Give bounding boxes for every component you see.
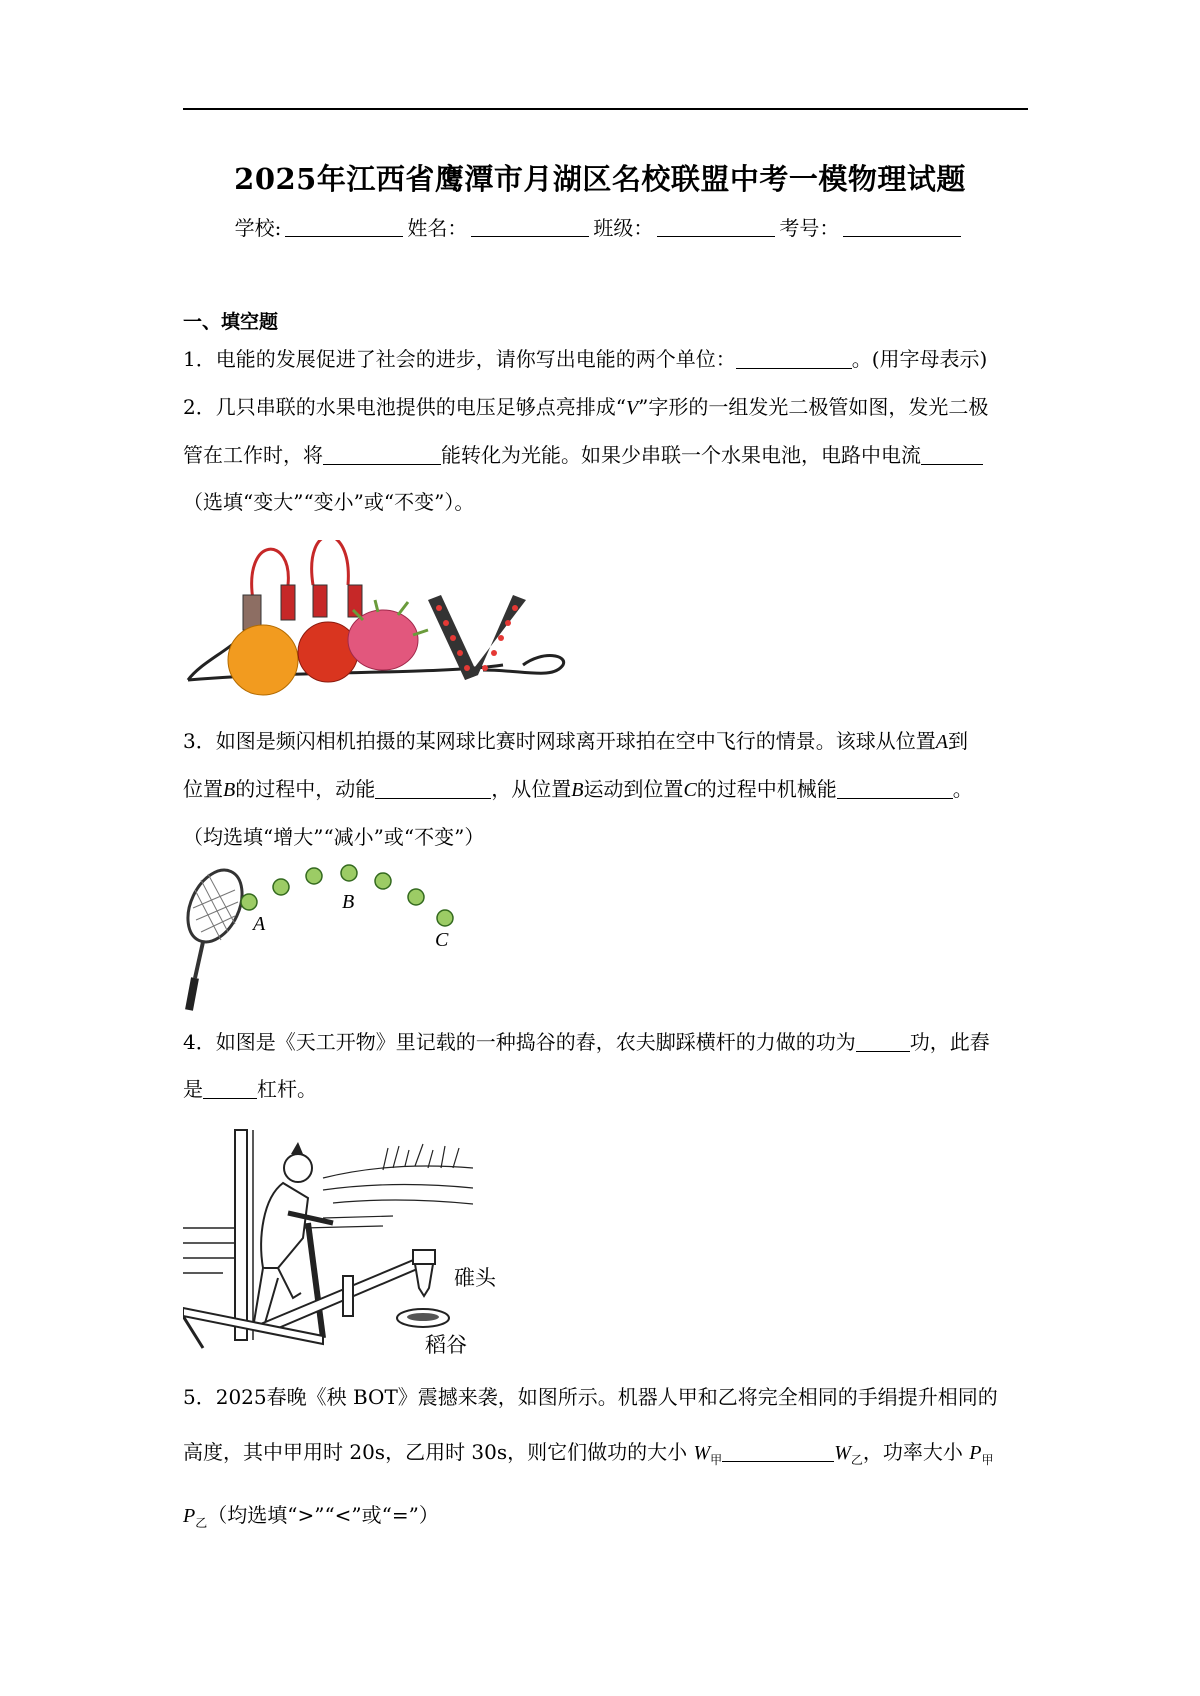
q2-blank-2[interactable] xyxy=(921,442,983,465)
q4-text-d: 杠杆。 xyxy=(257,1077,317,1101)
q3-text-i: （均选填“增大”“减小”或“不变”） xyxy=(183,825,485,849)
q3-text-g: 的过程中机械能 xyxy=(696,777,837,801)
q5-var-p-yi: P xyxy=(183,1505,196,1527)
q5-blank-1[interactable] xyxy=(722,1439,834,1462)
q4-blank-2[interactable] xyxy=(203,1076,257,1099)
q5-line-3 xyxy=(183,1488,1033,1551)
q4-text-a: 4．如图是《天工开物》里记载的一种捣谷的舂，农夫脚踩横杆的力做的功为 xyxy=(183,1030,856,1054)
question-3 xyxy=(183,718,1033,861)
q4-blank-1[interactable] xyxy=(856,1029,910,1052)
grain-mortar-figure xyxy=(183,1128,473,1358)
tennis-flight-figure xyxy=(183,860,463,1015)
q5-sub-jia: 甲 xyxy=(710,1453,723,1467)
q4-text-c: 是 xyxy=(183,1077,203,1101)
q2-text-d: 能转化为光能。如果少串联一个水果电池，电路中电流 xyxy=(441,443,921,467)
q5-text-c: ，功率大小 xyxy=(862,1440,970,1464)
question-4 xyxy=(183,1019,1033,1113)
q3-var-b2: B xyxy=(571,779,584,801)
school-blank[interactable] xyxy=(285,216,403,237)
name-blank[interactable] xyxy=(471,216,589,237)
q2-text-c: 管在工作时，将 xyxy=(183,443,323,467)
question-2 xyxy=(183,384,1033,526)
q1-text-end: 。(用字母表示) xyxy=(851,347,988,371)
q5-text-d: （均选填“>”“<”或“=”） xyxy=(207,1503,439,1527)
q2-text-a: 2．几只串联的水果电池提供的电压足够点亮排成“ xyxy=(183,395,626,419)
top-rule xyxy=(183,108,1028,110)
q2-line-1 xyxy=(183,384,1033,432)
q5-sub-jia2: 甲 xyxy=(981,1453,994,1467)
q3-blank-1[interactable] xyxy=(375,776,491,799)
q3-text-c: 位置 xyxy=(183,777,223,801)
q5-var-w-yi: W xyxy=(834,1442,851,1464)
question-1 xyxy=(183,336,1033,383)
q3-line-2 xyxy=(183,766,1033,814)
q5-var-p-jia: P xyxy=(969,1442,982,1464)
q3-text-h: 。 xyxy=(952,777,973,801)
exam-no-label: 考号： xyxy=(779,216,840,240)
q2-line-2 xyxy=(183,432,1033,479)
pestle-head-label: 碓头 xyxy=(454,1266,496,1290)
q3-line-1 xyxy=(183,718,1033,766)
q2-text-e: （选填“变大”“变小”或“不变”）。 xyxy=(183,490,475,514)
q2-line-3 xyxy=(183,479,1033,526)
q5-line-1 xyxy=(183,1370,1033,1425)
class-blank[interactable] xyxy=(657,216,775,237)
tennis-label-c: C xyxy=(435,929,449,951)
q1-text: 1．电能的发展促进了社会的进步，请你写出电能的两个单位： xyxy=(183,347,736,371)
q3-text-d: 的过程中，动能 xyxy=(235,777,376,801)
q3-var-b: B xyxy=(223,779,236,801)
q3-blank-2[interactable] xyxy=(837,776,953,799)
class-label: 班级： xyxy=(593,216,654,240)
q3-text-e: ，从位置 xyxy=(491,777,572,801)
q2-blank-1[interactable] xyxy=(323,442,441,465)
tennis-label-a: A xyxy=(253,913,266,935)
exam-no-blank[interactable] xyxy=(843,216,961,237)
q4-line-2 xyxy=(183,1066,1033,1113)
name-label: 姓名： xyxy=(407,216,468,240)
grain-label: 稻谷 xyxy=(425,1333,467,1357)
question-5 xyxy=(183,1370,1033,1551)
q5-var-w-jia: W xyxy=(693,1442,711,1464)
q5-sub-yi: 乙 xyxy=(850,1453,863,1467)
q5-sub-yi2: 乙 xyxy=(195,1516,208,1530)
q5-line-2 xyxy=(183,1425,1033,1488)
q5-text-a: 5．2025春晚《秧 BOT》震撼来袭，如图所示。机器人甲和乙将完全相同的手绢提升相同的 xyxy=(183,1385,998,1409)
q5-text-b: 高度，其中甲用时 20s，乙用时 30s，则它们做功的大小 xyxy=(183,1440,694,1464)
school-label: 学校: xyxy=(234,216,282,240)
q4-line-1 xyxy=(183,1019,1033,1066)
fruit-battery-figure xyxy=(183,540,568,705)
q4-text-b: 功，此舂 xyxy=(909,1030,990,1054)
page-title: 2025年江西省鹰潭市月湖区名校联盟中考一模物理试题 xyxy=(234,162,966,196)
q1-blank[interactable] xyxy=(736,346,852,369)
q3-text-a: 3．如图是频闪相机拍摄的某网球比赛时网球离开球拍在空中飞行的情景。该球从位置 xyxy=(183,729,936,753)
student-info-line xyxy=(0,212,1200,241)
q3-line-3 xyxy=(183,814,1033,861)
q2-text-b: ”字形的一组发光二极管如图，发光二极 xyxy=(638,395,989,419)
q3-text-f: 运动到位置 xyxy=(583,777,684,801)
q3-var-c: C xyxy=(683,779,697,801)
tennis-label-b: B xyxy=(342,891,355,913)
section-title: 一、填空题 xyxy=(183,311,279,333)
q3-text-b: 到 xyxy=(947,729,968,753)
q2-v-var: V xyxy=(625,397,639,419)
q3-var-a: A xyxy=(935,731,948,753)
